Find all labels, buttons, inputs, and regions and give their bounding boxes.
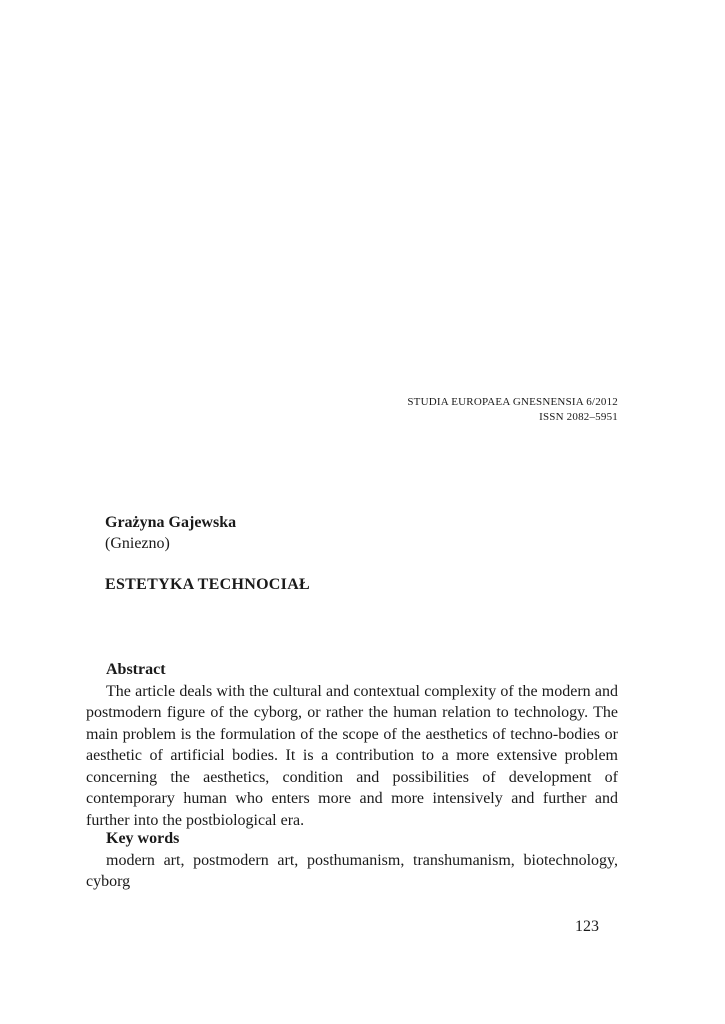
- page-number: 123: [575, 918, 599, 935]
- author-block: [105, 512, 236, 554]
- article-title: ESTETYKA TECHNOCIAŁ: [105, 576, 311, 593]
- abstract-section: [86, 659, 618, 831]
- journal-name: STUDIA EUROPAEA GNESNENSIA 6/2012: [407, 396, 618, 408]
- author-name: Grażyna Gajewska: [105, 514, 237, 531]
- abstract-text: The article deals with the cultural and contextual complexity of the modern and postmodern figure of the cyborg, or rather the human relation to technology. The main problem is the formulation of the scope of the aesthetics of techno-bodies or aesthetic of artificial bodies. It is a contribution to a more extensive problem concerning the aesthetics, condition and possibilities of development of contemporary human who enters more and more intensively and further and further into the postbiological era.: [86, 682, 618, 829]
- abstract-heading: Abstract: [106, 661, 166, 678]
- issn: ISSN 2082–5951: [539, 411, 618, 423]
- author-affiliation: (Gniezno): [105, 535, 170, 552]
- keywords-section: [86, 828, 618, 893]
- keywords-heading: Key words: [106, 830, 180, 847]
- keywords-text: modern art, postmodern art, posthumanism, transhumanism, biotechnology, cyborg: [86, 851, 618, 890]
- journal-header: [407, 395, 618, 425]
